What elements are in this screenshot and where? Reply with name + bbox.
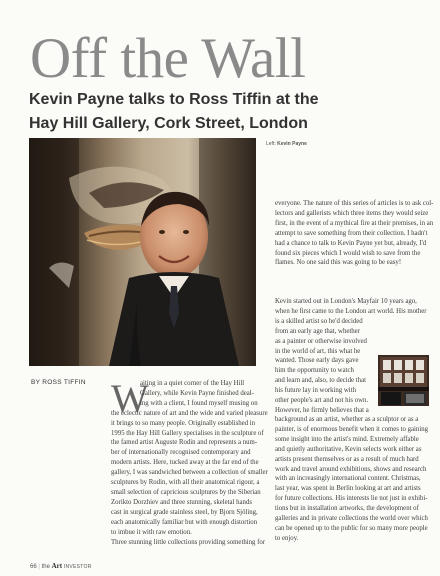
body-line: from an early age that, whether [275, 327, 360, 335]
body-line: last year, was spent in Berlin looking at art and artists [275, 485, 421, 493]
body-line: is a skilled artist so he'd decided [275, 317, 363, 325]
body-line: had a chance to talk to Kevin Payne yet but, already, I'd [275, 239, 427, 247]
body-line: aiting in a quiet corner of the Hay Hill [140, 380, 245, 387]
body-line: his future lay in working with [275, 387, 356, 395]
photo-caption [266, 141, 307, 147]
body-line: galleries and in private collections the world over which [275, 515, 428, 523]
body-line: lectors and gallerists which three items they would seize [275, 209, 429, 217]
kevin-payne-photo [29, 138, 256, 366]
subtitle-line: Hay Hill Gallery, Cork Street, London [29, 115, 308, 132]
body-line: Zorikto Dorzhiev and three stunning, skeletal hands [111, 498, 252, 506]
drop-cap: W [111, 376, 149, 421]
body-line: as a painter or otherwise involved [275, 337, 367, 345]
body-line: tions but in installation artworks, the development of [275, 505, 419, 513]
magazine-the: the [41, 564, 50, 570]
body-line: However, he firmly believes that a [275, 406, 369, 414]
caption-name: Kevin Payne [277, 141, 307, 147]
body-line: everyone. The nature of this series of articles is to ask col- [275, 200, 434, 207]
column-left [111, 376, 268, 547]
article-title: Off the Wall [30, 27, 306, 90]
body-line: wanted. Those early days gave [275, 357, 359, 365]
body-line: sculptures by Rodin, with all their anatomical rigour, a [111, 479, 260, 487]
body-line: Three stunning little collections providing something for [111, 538, 266, 546]
body-line: the famed artist Auguste Rodin and represents a num- [111, 439, 258, 447]
body-line: ber of internationally recognised contemporary and [111, 449, 251, 457]
byline: BY ROSS TIFFIN [31, 379, 86, 386]
body-line: in the world of art, this what he [275, 347, 361, 355]
body-line: for future collections. His interests lie not just in exhibi- [275, 495, 428, 503]
body-line: the eclectic nature of art and the wide and varied pleasure [111, 409, 268, 417]
body-line: gallery, I was sandwiched between a collection of smaller [111, 469, 268, 477]
article-subtitle [29, 88, 429, 136]
body-line: 1995 the Hay Hill Gallery specialises in the sculpture of [111, 429, 264, 437]
body-line: to enjoy. [275, 534, 299, 542]
body-line: Gallery, while Kevin Payne finished deal- [140, 389, 254, 397]
page-number: 66 [30, 564, 37, 570]
body-line: some insight into the artist's mind. Extremely affable [275, 435, 419, 443]
body-line: small selection of capricious sculptures by the Siberian [111, 488, 261, 496]
magazine-name: Art [51, 562, 63, 570]
gallery-exterior-thumbnail [378, 355, 429, 406]
photo-illustration [29, 138, 256, 366]
body-line: Kevin started out in London's Mayfair 10 years ago, [275, 298, 417, 305]
magazine-subname: INVESTOR [63, 564, 92, 570]
gallery-building-illustration [378, 355, 429, 406]
caption-prefix: Left: [266, 141, 276, 147]
body-line: him the opportunity to watch [275, 367, 354, 375]
body-line: each anatomically familiar but with enough distortion [111, 518, 258, 526]
body-line: to imbue it with raw emotion. [111, 528, 192, 536]
column-right-bottom [275, 415, 430, 544]
body-line: with an increasingly international content. Christmas, [275, 475, 421, 483]
body-line: can be opened up to the public for so many more people [275, 524, 428, 532]
body-line: background as an artist, whether as a sculptor or as a [275, 416, 419, 423]
body-line: flames. No one said this was going to be easy! [275, 259, 402, 267]
body-line: painter, is of enormous benefit when it comes to gaining [275, 425, 428, 433]
body-line: attempt to save something from their collection. I hadn't [275, 229, 428, 237]
page-footer: 66 | the Art INVESTOR [30, 562, 92, 570]
body-line: when he first came to the London art world. His mother [275, 307, 427, 315]
body-line: found six pieces which I would wish to save from the [275, 249, 421, 257]
body-line: cast in surgical grade stainless steel, by Bjorn Sjöling, [111, 508, 258, 516]
subtitle-line: Kevin Payne talks to Ross Tiffin at the [29, 91, 319, 108]
body-line: ing with a client, I found myself musing on [140, 399, 258, 407]
body-line: modern artists. Here, tucked away at the far end of the [111, 459, 259, 467]
body-line: it brings to so many people. Originally established in [111, 419, 256, 427]
body-line: other people's art and not his own. [275, 397, 369, 405]
column-right-top [275, 199, 434, 268]
body-line: artists present themselves or as a result of much hard [275, 455, 419, 463]
body-line: work and travel around exhibitions, shows and research [275, 465, 427, 473]
body-line: first, in the event of a mythical fire at their premises, in an [275, 219, 434, 227]
body-line: and learn and, also, to decide that [275, 377, 366, 385]
body-line: and quietly authoritative, Kevin selects work either as [275, 445, 422, 453]
